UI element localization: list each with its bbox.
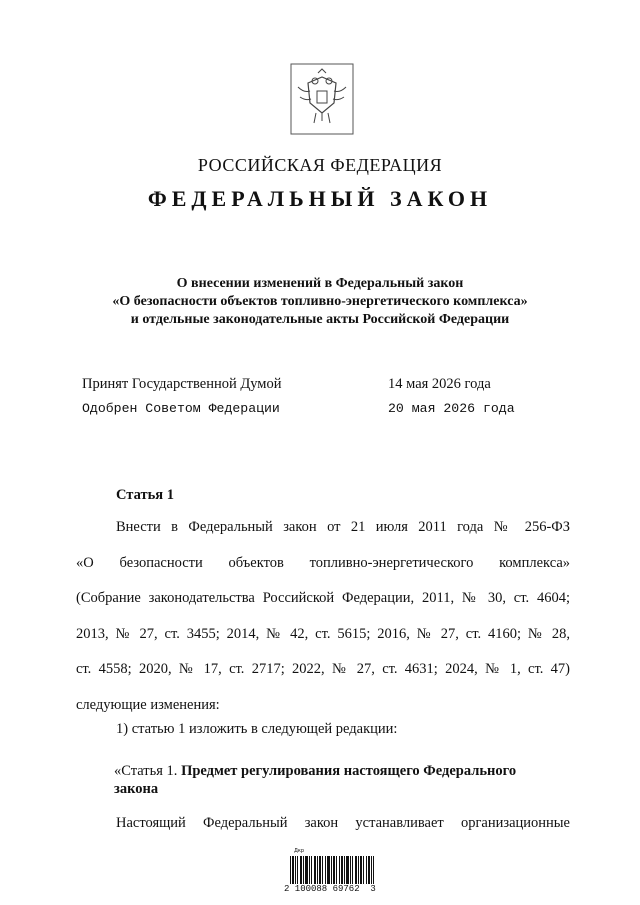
duma-date: 14 мая 2026 года — [388, 376, 491, 392]
law-title-line: и отдельные законодательные акты Российской Федерации — [130, 312, 510, 327]
barcode-bars-icon — [290, 856, 374, 884]
council-label: Одобрен Советом Федерации — [82, 401, 280, 416]
document-type: ФЕДЕРАЛЬНЫЙ ЗАКОН — [147, 186, 493, 211]
article-paragraph — [76, 510, 570, 723]
paragraph-line: ст. 4558; 2020, № 17, ст. 2717; 2022, № 27, ст. 4631; 2024, № 1, ст. 47) — [76, 661, 570, 677]
paragraph-line: «О безопасности объектов топливно-энергетического комплекса» — [76, 554, 570, 571]
paragraph-line: 2013, № 27, ст. 3455; 2014, № 42, ст. 5615; 2016, № 27, ст. 4160; № 28, — [76, 625, 570, 642]
sub-article-title: Предмет регулирования настоящего Федерального закона — [114, 763, 517, 797]
sub-article-prefix: «Статья 1. — [114, 763, 178, 779]
law-title-line: О внесении изменений в Федеральный закон — [176, 276, 464, 291]
duma-label: Принят Государственной Думой — [82, 376, 282, 392]
paragraph-continuation: Настоящий Федеральный закон устанавливает организационные — [116, 815, 570, 831]
paragraph-line: Внести в Федеральный закон от 21 июля 2011 года № 256-ФЗ — [116, 519, 570, 535]
barcode — [284, 848, 374, 896]
council-date: 20 мая 2026 года — [388, 401, 515, 416]
amendment-item: 1) статью 1 изложить в следующей редакции: — [116, 721, 398, 737]
adoption-duma — [82, 376, 562, 393]
law-title — [40, 275, 600, 329]
paragraph-line: (Собрание законодательства Российской Федерации, 2011, № 30, ст. 4604; — [76, 590, 570, 606]
sub-article-heading — [114, 762, 554, 798]
russian-coat-of-arms-icon — [290, 63, 354, 135]
country-name: РОССИЙСКАЯ ФЕДЕРАЦИЯ — [197, 155, 443, 175]
barcode-number: 2 100088 69762 3 — [284, 884, 376, 894]
article-heading: Статья 1 — [116, 487, 174, 503]
law-title-line: «О безопасности объектов топливно-энергетического комплекса» — [112, 294, 528, 309]
adoption-council — [82, 401, 562, 416]
barcode-caption: Дкр — [294, 848, 305, 854]
paragraph-line: следующие изменения: — [76, 696, 220, 713]
